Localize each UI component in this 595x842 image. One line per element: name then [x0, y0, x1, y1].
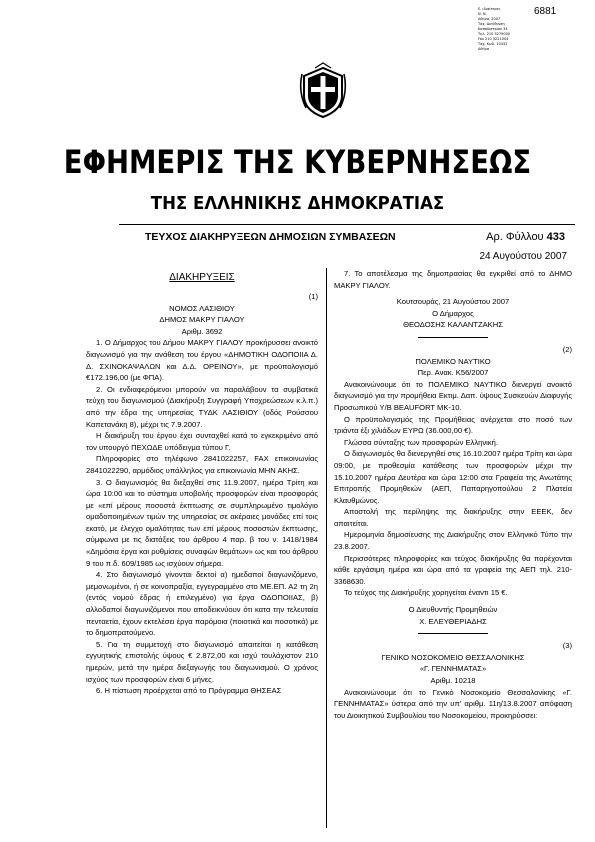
notice-issuer: ΠΟΛΕΜΙΚΟ ΝΑΥΤΙΚΟ: [415, 356, 491, 366]
notice-ref: (3): [562, 641, 572, 651]
paragraph: Ο διαγωνισμός θα διενεργηθεί στις 16.10.2007 ημέρα Τρίτη και ώρα 09:00, με προθεσμία κατάθεσης των προσφορών μέχρι την 15.10.2007 ημέρα Δευτέρα και ώρα 12:00 στα Γραφεία της Ανωτάτης Επιτροπής Προμηθειών (ΑΕΠ, Παπαρηγοπούλου 2 Πλατεία Κλαυθμώνος.: [334, 449, 572, 505]
paragraph: Ανακοινώνουμε ότι το Γενικό Νοσοκομείο Θεσσαλονίκης «Γ. ΓΕΝΝΗΜΑΤΑΣ» ύστερα από την υπ' αριθμ. 11η/13.8.2007 απόφαση του Διοικητικού Συμβουλίου του Νοσοκομείου, προκηρύσσει:: [334, 687, 572, 720]
notice-prefecture: ΝΟΜΟΣ ΛΑΣΙΘΙΟΥ: [169, 303, 235, 313]
notice-issuer-name: «Γ. ΓΕΝΝΗΜΑΤΑΣ»: [419, 664, 487, 674]
info-line: Ε. ιδιαίτερες: [478, 7, 501, 11]
header-divider: [119, 224, 575, 225]
place-date: Κουτσουράς, 21 Αυγούστου 2007: [396, 297, 510, 307]
paragraph: 2. Οι ενδιαφερόμενοι μπορούν να παραλάβουν τα συμβατικά τεύχη του διαγωνισμού (Διακήρυξη Συγγραφή Υποχρεώσεων κ.λ.π.) από την έδρα της υπηρεσίας ΤΥΔΚ ΛΑΣΙΘΙΟΥ (οδός Ρούσσου Καπετανάκη 8), μέχρι τις 7.9.2007.: [86, 384, 318, 429]
paragraph: 3. Ο διαγωνισμός θα διεξαχθεί στις 11.9.2007, ημέρα Τρίτη και ώρα 10:00 και το σύστημα υποβολής προσφορών είναι προσφοράς με «επί μέρους ποσοστά έκπτωσης σε συμπληρωμένο τιμολόγιο ομαδοποιημένων τιμών της υπηρεσίας σε ακέραιες μονάδες επί τοις εκατό, με έλεγχο ομαλότητας των επί μέρους ποσοστών έκπτωσης, σύμφωνα με τις διατάξεις του άρθρου 4 παρ. β του ν. 1418/1984 «Δημόσια έργα και ρυθμίσεις συναφών θεμάτων» ως και του άρθρου 9 του π.δ. 609/1985 ως ισχύουν σήμερα.: [86, 477, 318, 568]
notice-separator: [418, 633, 488, 634]
info-line: Ταχ. Διεύθυνση: [478, 22, 505, 26]
signer-role: Ο Δήμαρχος: [432, 308, 474, 318]
paragraph: Περισσότερες πληροφορίες και τεύχος διακήρυξης θα παρέχονται κάθε εργάσιμη ημέρα και ώρα από τα γραφεία της ΑΕΠ τηλ. 210-3368630.: [334, 553, 572, 586]
paragraph: Η διακήρυξη του έργου έχει συνταχθεί κατά το εγκεκριμένο από τον υπουργό ΠΕΧΩΔΕ υπόδειγμα τύπου Γ.: [86, 431, 318, 452]
notice-number: Περ. Ανακ. Κ56/2007: [417, 368, 489, 378]
gazette-title: ΕΦΗΜΕΡΙΣ ΤΗΣ ΚΥΒΕΡΝΗΣΕΩΣ: [63, 143, 532, 181]
column-divider: [326, 268, 327, 828]
issue-label: Αρ. Φύλλου: [486, 231, 544, 243]
issue-number: 433: [546, 231, 565, 243]
issue-date: 24 Αυγούστου 2007: [479, 251, 567, 262]
issue-line: [145, 231, 565, 243]
notice-number: Αριθμ. 3692: [181, 326, 223, 336]
issue-type: ΤΕΥΧΟΣ ΔΙΑΚΗΡΥΞΕΩΝ ΔΗΜΟΣΙΩΝ ΣΥΜΒΑΣΕΩΝ: [145, 231, 396, 243]
paragraph: Ο προϋπολογισμός της Προμήθειας ανέρχεται στο ποσό των τριάντα έξι χιλιάδων ΕΥΡΩ (36.000,00 €).: [334, 414, 572, 436]
info-line: Αθήνα: [478, 47, 490, 51]
notice-issuer: ΓΕΝΙΚΟ ΝΟΣΟΚΟΜΕΙΟ ΘΕΣΣΑΛΟΝΙΚΗΣ: [381, 652, 525, 662]
issue-number-label: [486, 231, 565, 243]
section-heading: ΔΙΑΚΗΡΥΞΕΙΣ: [169, 272, 235, 283]
left-column: [86, 268, 318, 697]
info-line: Fax 210 5221004: [478, 37, 509, 41]
paragraph: Αποστολή της περίληψης της διακήρυξης στην ΕΕΕΚ, δεν απαιτείται.: [334, 507, 572, 528]
paragraph: Το τεύχος της Διακήρυξης χορηγείται έναντι 15 €.: [344, 588, 508, 598]
info-line: Ταχ. Κωδ. 10432: [478, 42, 508, 46]
paragraph: 5. Για τη συμμετοχή στο διαγωνισμό απαιτείται η κατάθεση εγγυητικής επιστολής ύψους € 2.872,00 και ισχύ τουλάχιστον 210 ημερών, μετά την ημέρα διεξαγωγής του διαγωνισμού. Ο χρόνος ισχύος των προσφορών είναι 6 μήνες.: [86, 639, 318, 684]
paragraph: 4. Στο διαγωνισμό γίνονται δεκτοί α) ημεδαποί διαγωνιζόμενο, μεμονωμένοι, ή σε κοινοπραξία, εγγεγραμμένο στο ΜΕ.ΕΠ. Α2 τη 2η (εντός νομού έδρας ή επιλεγμένο) για έργα ΟΔΟΠΟΙΙΑΣ, β) αλλοδαποί διαγωνιζόμενοι που αποδεικνύουν ότι κατα την τελευταία πενταετία, έχουν εκτελέσει έργα παρόμοια (ποιοτικά και ποσοτικά) με το δημοπρατούμενο.: [86, 570, 318, 638]
paragraph: Ημερομηνία δημοσίευσης της Διακήρυξης στον Ελληνικό Τύπο την 23.8.2007.: [334, 530, 572, 552]
info-line: Ν. Ν.: [478, 12, 487, 16]
signer-name: ΘΕΟΔΟΣΗΣ ΚΑΛΑΝΤΖΑΚΗΣ: [403, 320, 503, 330]
notice-number: Αριθμ. 10218: [430, 676, 476, 685]
signer-role: Ο Διευθυντής Προμηθειών: [408, 605, 498, 615]
paragraph: Πληροφορίες στο τηλέφωνο 2841022257, FAX επικοινωνίας 2841022290, αρμόδιος υπάλληλος για επικοινωνία ΜΗΝ ΑΚΗΣ.: [86, 454, 318, 475]
notice-ref: (2): [562, 344, 572, 354]
coat-of-arms-icon: [298, 62, 348, 120]
paragraph: 6. Η πίστωση προέρχεται από το Πρόγραμμα ΘΗΣΕΑΣ: [96, 686, 282, 696]
info-line: Τηλ. 210 5279000: [478, 32, 511, 36]
notice-municipality: ΔΗΜΟΣ ΜΑΚΡΥ ΓΙΑΛΟΥ: [159, 315, 245, 325]
info-line: Καποδιστριου 34: [478, 27, 508, 31]
info-line: Αθηνα, 2007: [478, 17, 501, 21]
notice-separator: [418, 337, 488, 338]
signer-name: Χ. ΕΛΕΥΘΕΡΙΑΔΗΣ: [419, 616, 487, 626]
gazette-subtitle: ΤΗΣ ΕΛΛΗΝΙΚΗΣ ΔΗΜΟΚΡΑΤΙΑΣ: [150, 193, 445, 214]
page-number: 6881: [534, 6, 557, 17]
right-column: [334, 268, 572, 721]
paragraph: 7. Το αποτέλεσμα της δημοπρασίας θα εγκριθεί από το ΔΗΜΟ ΜΑΚΡΥ ΓΙΑΛΟΥ.: [334, 269, 572, 290]
paragraph: Ανακοινώνουμε ότι το ΠΟΛΕΜΙΚΟ ΝΑΥΤΙΚΟ διενεργεί ανοικτό διαγωνισμό για την προμήθεια Εκτιμ. Δαπ. ύψους Συσκευών Διαφυγής Προσωπικού Υ/Β BEAUFORT MK-10.: [334, 379, 572, 412]
paragraph: 1. Ο Δήμαρχος του Δήμου ΜΑΚΡΥ ΓΙΑΛΟΥ προκήρυσσει ανοικτό διαγωνισμό για την ανάθεση του έργου «ΔΗΜΟΤΙΚΗ ΟΔΟΠΟΙΙΑ Δ. Δ. ΣΧΙΝΟΚΑΨΑΛΩΝ και Δ.Δ. ΟΡΕΙΝΟΥ», με προϋπολογισμό €172.196,00 (με ΦΠΑ).: [86, 338, 318, 383]
paragraph: Γλώσσα σύνταξης των προσφορών Ελληνική.: [344, 437, 498, 447]
notice-ref: (1): [308, 292, 318, 301]
